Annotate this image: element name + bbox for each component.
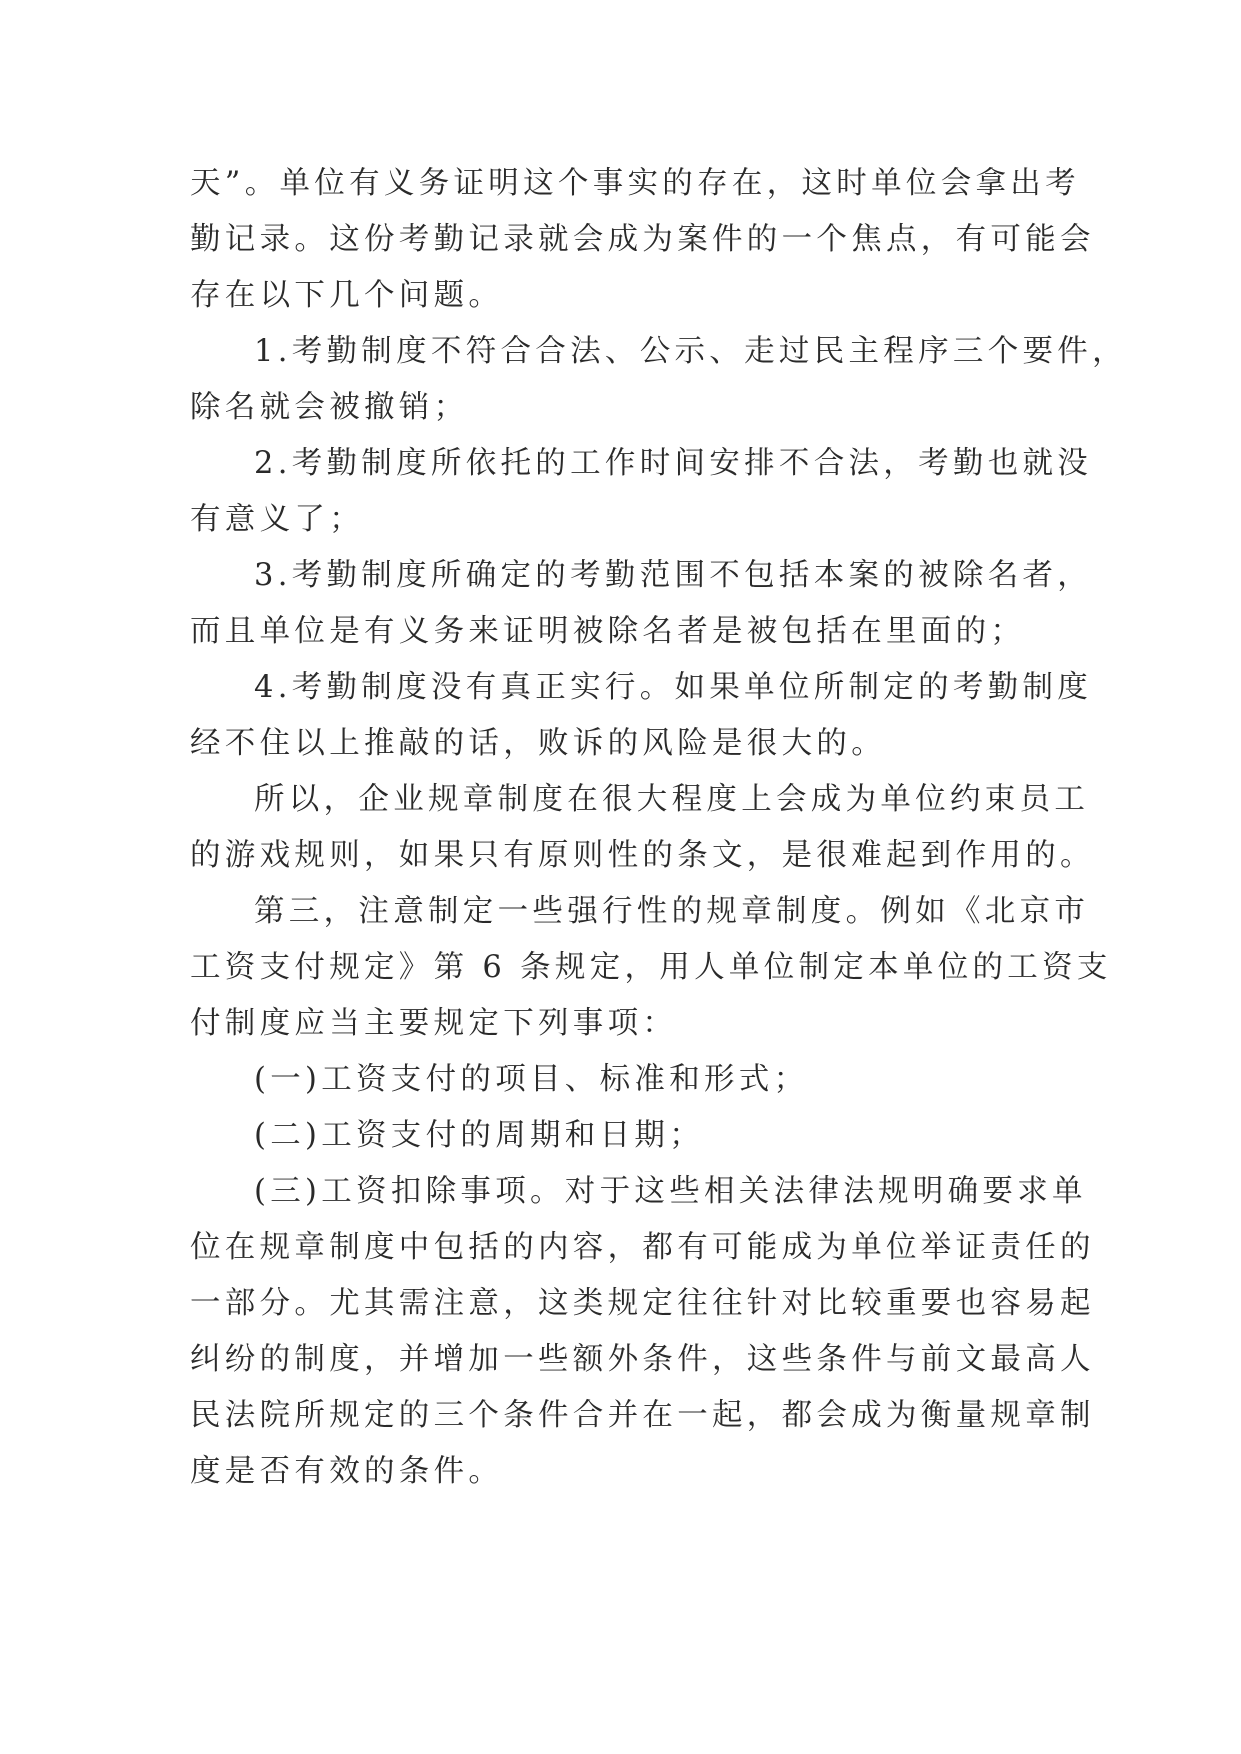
text-line: 付制度应当主要规定下列事项： <box>190 1006 678 1041</box>
paragraph <box>190 772 1095 884</box>
text-line: 存在以下几个问题。 <box>190 278 504 313</box>
document-body <box>190 156 1127 1500</box>
list-item-paragraph <box>190 1108 1058 1164</box>
text-line: 经不住以上推敲的话，败诉的风险是很大的。 <box>190 726 886 761</box>
list-item-paragraph <box>190 660 1093 772</box>
text-line: 1.考勤制度不符合合法、公示、走过民主程序三个要件， <box>254 334 1127 369</box>
list-item-paragraph <box>190 324 1127 436</box>
paragraph <box>190 156 1095 324</box>
text-line: 所以，企业规章制度在很大程度上会成为单位约束员工 <box>254 782 1090 817</box>
text-line: 除名就会被撤销； <box>190 390 469 425</box>
text-line: 天”。单位有义务证明这个事实的存在，这时单位会拿出考 <box>190 166 1080 201</box>
text-line: 度是否有效的条件。 <box>190 1454 504 1489</box>
text-line: 工资支付规定》第 6 条规定，用人单位制定本单位的工资支 <box>190 950 1112 985</box>
text-line: 有意义了； <box>190 502 364 537</box>
text-line: 纠纷的制度，并增加一些额外条件，这些条件与前文最高人 <box>190 1342 1095 1377</box>
text-line: 第三，注意制定一些强行性的规章制度。例如《北京市 <box>254 894 1090 929</box>
text-line: 4.考勤制度没有真正实行。如果单位所制定的考勤制度 <box>254 670 1093 705</box>
text-line: 3.考勤制度所确定的考勤范围不包括本案的被除名者， <box>254 558 1093 593</box>
text-line: 一部分。尤其需注意，这类规定往往针对比较重要也容易起 <box>190 1286 1095 1321</box>
text-line: 而且单位是有义务来证明被除名者是被包括在里面的； <box>190 614 1026 649</box>
list-item-paragraph <box>190 1052 1058 1108</box>
list-item-paragraph <box>190 1164 1095 1500</box>
text-line: 位在规章制度中包括的内容，都有可能成为单位举证责任的 <box>190 1230 1095 1265</box>
text-line: 2.考勤制度所依托的工作时间安排不合法，考勤也就没 <box>254 446 1093 481</box>
paragraph <box>190 884 1112 1052</box>
text-line: (三)工资扣除事项。对于这些相关法律法规明确要求单 <box>254 1174 1087 1209</box>
text-line: 民法院所规定的三个条件合并在一起，都会成为衡量规章制 <box>190 1398 1095 1433</box>
text-line: 的游戏规则，如果只有原则性的条文，是很难起到作用的。 <box>190 838 1095 873</box>
text-line: 勤记录。这份考勤记录就会成为案件的一个焦点，有可能会 <box>190 222 1095 257</box>
text-line: (二)工资支付的周期和日期； <box>254 1118 704 1153</box>
list-item-paragraph <box>190 436 1093 548</box>
text-line: (一)工资支付的项目、标准和形式； <box>254 1062 809 1097</box>
list-item-paragraph <box>190 548 1093 660</box>
